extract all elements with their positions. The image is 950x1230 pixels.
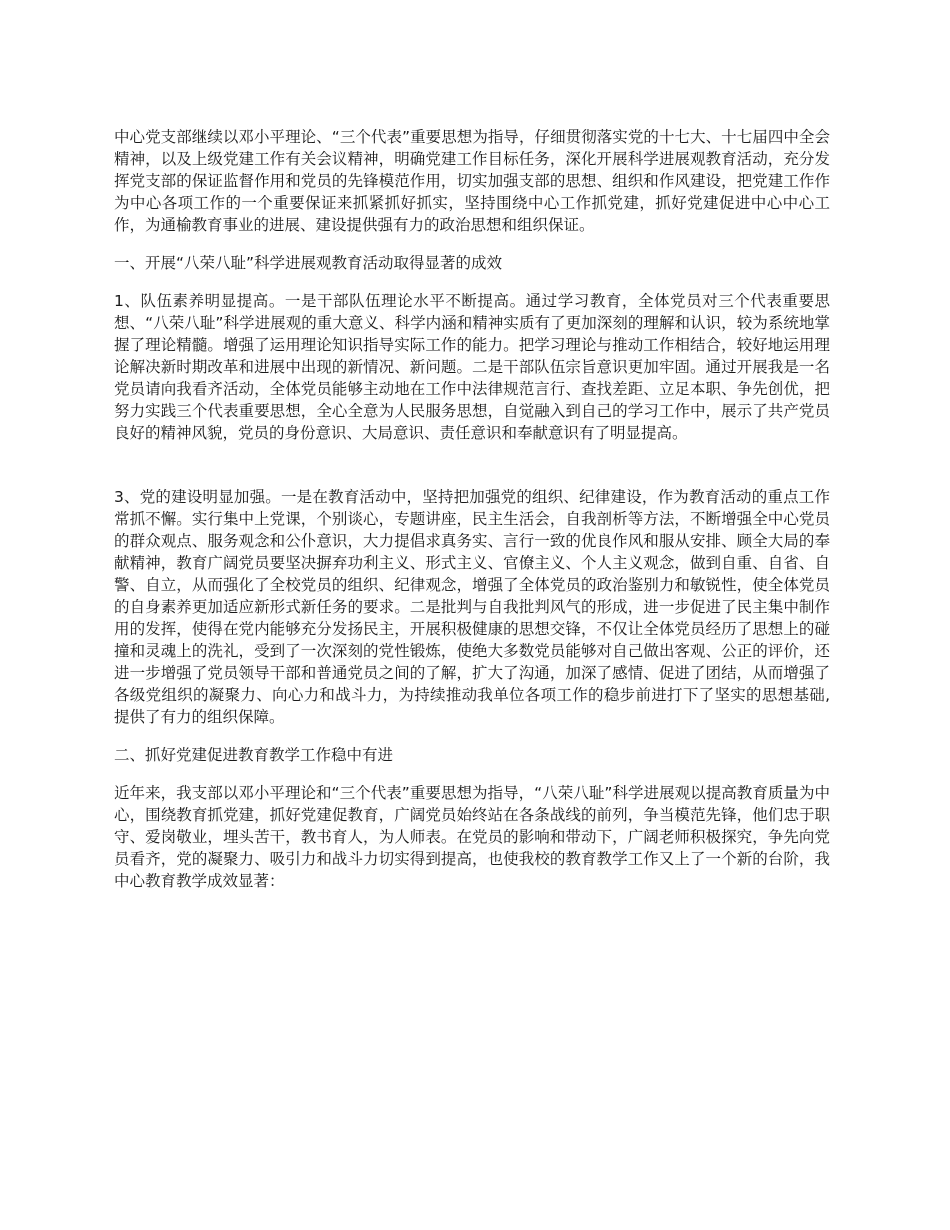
blank-gap — [114, 460, 830, 486]
section-heading-1: 一、开展“八荣八耻”科学进展观教育活动取得显著的成效 — [114, 254, 503, 272]
intro-paragraph: 中心党支部继续以邓小平理论、“三个代表”重要思想为指导，仔细贯彻落实党的十七大、十七届四中全会精神，以及上级党建工作有关会议精神，明确党建工作目标任务，深化开展科学进展观教育活动，充分发挥党支部的保证监督作用和党员的先锋模范作用，切实加强支部的思想、组织和作风建设，把党建工作作为中心各项工作的一个重要保证来抓紧抓好抓实，坚持围绕中心工作抓党建，抓好党建促进中心中心工作，为通榆教育事业的进展、建设提供强有力的政治思想和组织保证。 — [114, 128, 830, 234]
section-2-paragraph: 近年来，我支部以邓小平理论和“三个代表”重要思想为指导，“八荣八耻”科学进展观以提高教育质量为中心，围绕教育抓党建，抓好党建促教育，广阔党员始终站在各条战线的前列，争当模范先锋，他们忠于职守、爱岗敬业，埋头苦干，教书育人，为人师表。在党员的影响和带动下，广阔老师积极探究，争先向党员看齐，党的凝聚力、吸引力和战斗力切实得到提高，也使我校的教育教学工作又上了一个新的台阶，我中心教育教学成效显著： — [114, 784, 830, 890]
section-heading-2: 二、抓好党建促进教育教学工作稳中有进 — [114, 746, 394, 764]
point-3-paragraph: 3、党的建设明显加强。一是在教育活动中，坚持把加强党的组织、纪律建设，作为教育活动的重点工作常抓不懈。实行集中上党课，个别谈心，专题讲座，民主生活会，自我剖析等方法，不断增强全中心党员的群众观点、服务观念和公仆意识，大力提倡求真务实、言行一致的优良作风和服从安排、顾全大局的奉献精神，教育广阔党员要坚决摒弃功利主义、形式主义、官僚主义、个人主义观念，做到自重、自省、自警、自立，从而强化了全校党员的组织、纪律观念，增强了全体党员的政治鉴别力和敏锐性，使全体党员的自身素养更加适应新形式新任务的要求。二是批判与自我批判风气的形成，进一步促进了民主集中制作用的发挥，使得在党内能够充分发扬民主，开展积极健康的思想交锋，不仅让全体党员经历了思想上的碰撞和灵魂上的洗礼，受到了一次深刻的党性锻炼，使绝大多数党员能够对自己做出客观、公正的评价，还进一步增强了党员领导干部和普通党员之间的了解，扩大了沟通，加深了感情、促进了团结，从而增强了各级党组织的凝聚力、向心力和战斗力，为持续推动我单位各项工作的稳步前进打下了坚实的思想基础,提供了有力的组织保障。 — [114, 488, 830, 726]
document-page — [114, 126, 830, 908]
point-1-paragraph: 1、队伍素养明显提高。一是干部队伍理论水平不断提高。通过学习教育，全体党员对三个代表重要思想、“八荣八耻”科学进展观的重大意义、科学内涵和精神实质有了更加深刻的理解和认识，较为系统地掌握了理论精髓。增强了运用理论知识指导实际工作的能力。把学习理论与推动工作相结合，较好地运用理论解决新时期改革和进展中出现的新情况、新问题。二是干部队伍宗旨意识更加牢固。通过开展我是一名党员请向我看齐活动，全体党员能够主动地在工作中法律规范言行、查找差距、立足本职、争先创优，把努力实践三个代表重要思想，全心全意为人民服务思想，自觉融入到自己的学习工作中，展示了共产党员良好的精神风貌，党员的身份意识、大局意识、责任意识和奉献意识有了明显提高。 — [114, 292, 830, 442]
